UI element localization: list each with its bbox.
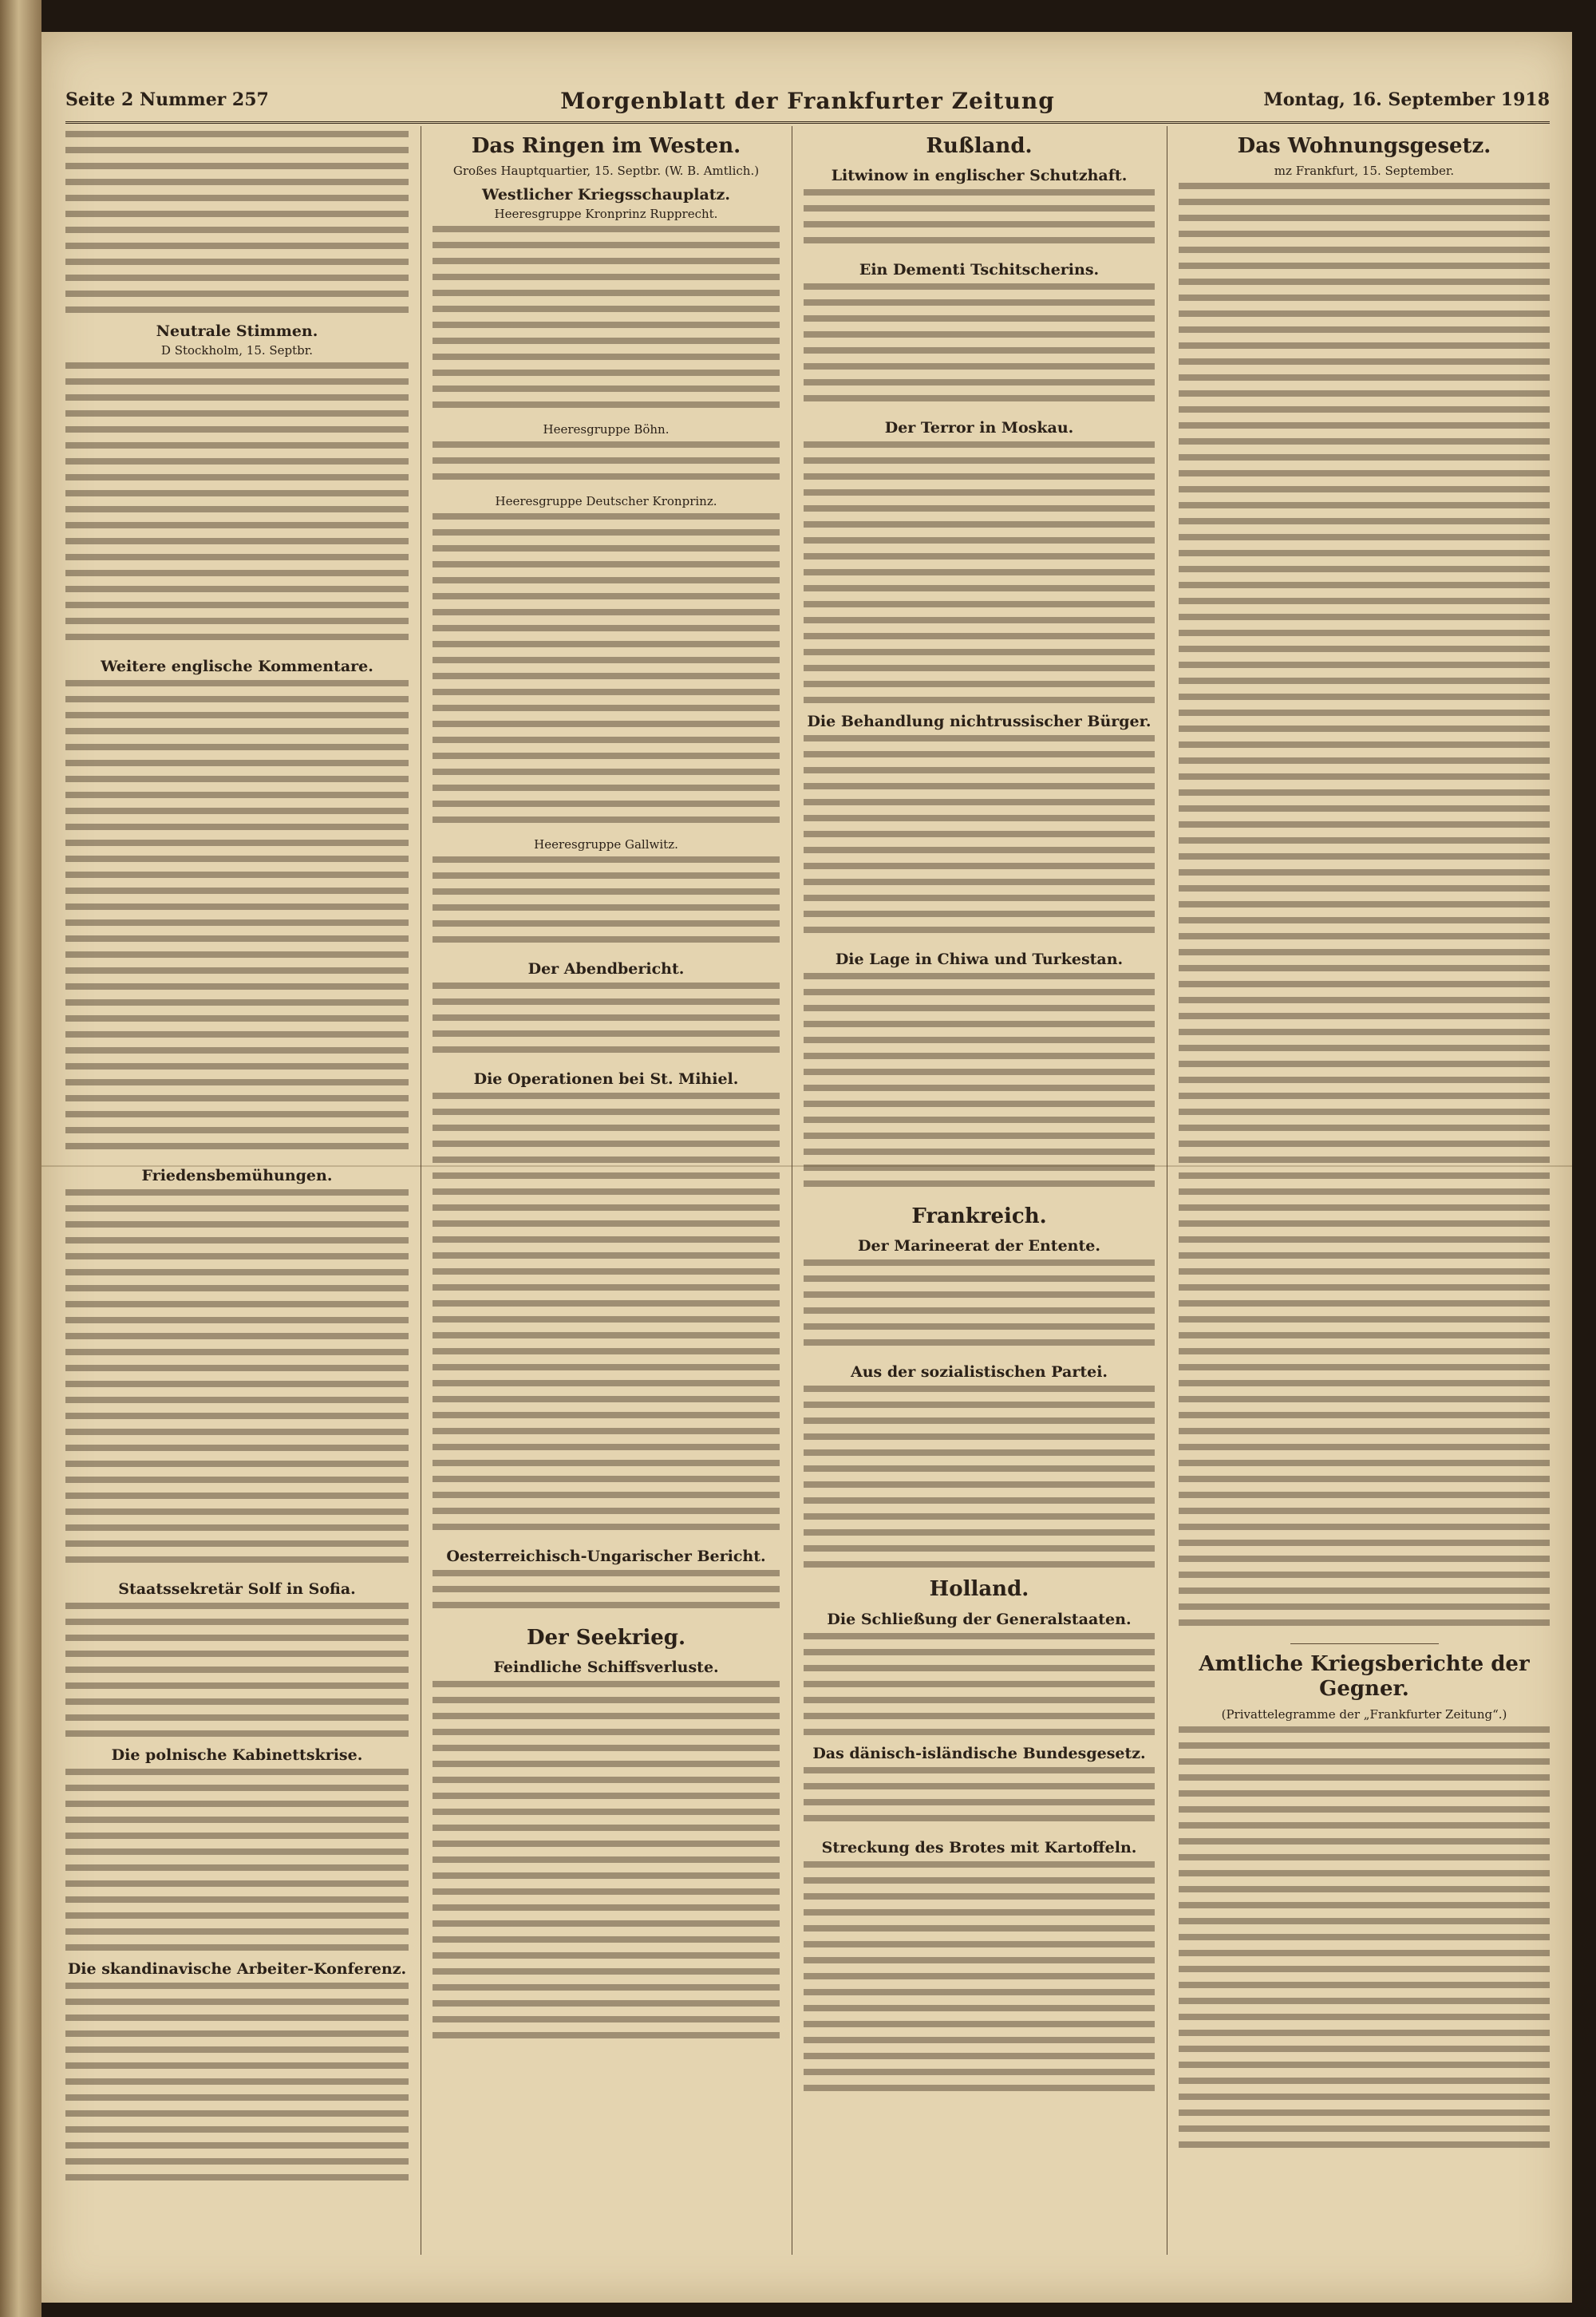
article-headline: Amtliche Kriegsberichte der Gegner. [1199,1652,1530,1702]
section-heading: Staatssekretär Solf in Sofia. [118,1580,356,1598]
article-text [804,973,1155,1196]
army-group-heading: Heeresgruppe Gallwitz. [534,837,678,852]
column-4 [1179,126,1550,2255]
page-fold [41,1165,1572,1167]
article-headline: Der Seekrieg. [526,1626,686,1651]
article-text [804,441,1155,705]
article-text [65,1603,409,1738]
section-heading: Der Marineerat der Entente. [858,1237,1100,1255]
article-text [804,283,1155,411]
article-text [804,735,1155,943]
dateline: (Privattelegramme der „Frankfurter Zeitung“.) [1221,1706,1507,1722]
article-text [433,1570,780,1618]
section-heading: Streckung des Brotes mit Kartoffeln. [821,1838,1137,1856]
section-heading: Westlicher Kriegsschauplatz. [482,186,730,204]
article-headline: Das Wohnungsgesetz. [1237,134,1491,158]
article-text [804,1861,1155,2101]
article-text [65,362,409,650]
section-heading: Die Lage in Chiwa und Turkestan. [835,951,1124,969]
dateline: mz Frankfurt, 15. September. [1274,164,1455,179]
article-headline: Holland. [929,1577,1029,1602]
section-heading: Neutrale Stimmen. [156,322,318,340]
section-heading: Die Behandlung nichtrussischer Bürger. [807,713,1152,731]
section-heading: Friedensbemühungen. [141,1167,333,1184]
column-3 [804,126,1155,2255]
article-text [433,983,780,1062]
army-group-heading: Heeresgruppe Kronprinz Rupprecht. [494,207,718,222]
army-group-heading: Heeresgruppe Böhn. [543,422,670,437]
newspaper-title: Morgenblatt der Frankfurter Zeitung [560,88,1055,114]
article-text [65,1189,409,1572]
section-heading: Weitere englische Kommentare. [101,658,373,675]
binding-edge [0,0,41,2317]
article-text [65,680,409,1159]
army-group-heading: Heeresgruppe Deutscher Kronprinz. [495,494,717,509]
article-text [433,513,780,832]
article-text [804,1259,1155,1355]
article-text [65,131,409,314]
article-text [433,226,780,417]
section-heading: Oesterreichisch-Ungarischer Bericht. [446,1548,766,1566]
article-text [433,1093,780,1540]
article-text [433,441,780,489]
section-heading: Der Abendbericht. [527,960,685,979]
article-text [65,1983,409,2190]
page-number: Seite 2 Nummer 257 [65,89,269,110]
section-heading: Die Schließung der Generalstaaten. [827,1610,1132,1628]
column-1 [65,126,409,2255]
article-text [1179,1726,1550,2157]
article-text [804,1767,1155,1831]
section-heading: Aus der sozialistischen Partei. [850,1363,1108,1382]
article-text [804,189,1155,253]
section-heading: Das dänisch-isländische Bundesgesetz. [812,1744,1146,1762]
section-heading: Litwinow in englischer Schutzhaft. [831,167,1128,185]
article-text [804,1633,1155,1737]
section-heading: Die Operationen bei St. Mihiel. [473,1070,739,1089]
article-text [1179,183,1550,1635]
article-text [433,1681,780,2048]
page-header [65,86,1550,124]
dateline: Großes Hauptquartier, 15. Septbr. (W. B. Amtlich.) [452,164,760,179]
section-heading: Ein Dementi Tschitscherins. [859,261,1100,279]
newspaper-page [41,32,1572,2303]
article-text [433,856,780,952]
divider [1290,1643,1439,1644]
article-text [65,1769,409,1952]
section-heading: Feindliche Schiffsverluste. [493,1659,719,1677]
column-2 [433,126,780,2255]
article-headline: Rußland. [926,134,1033,158]
article-headline: Frankreich. [911,1204,1047,1229]
article-headline: Das Ringen im Westen. [471,134,741,158]
section-heading: Die skandinavische Arbeiter-Konferenz. [67,1960,407,1978]
section-heading: Die polnische Kabinettskrise. [111,1746,363,1764]
issue-date: Montag, 16. September 1918 [1263,89,1550,110]
dateline: D Stockholm, 15. Septbr. [160,343,314,358]
article-text [804,1386,1155,1569]
section-heading: Der Terror in Moskau. [884,419,1074,437]
